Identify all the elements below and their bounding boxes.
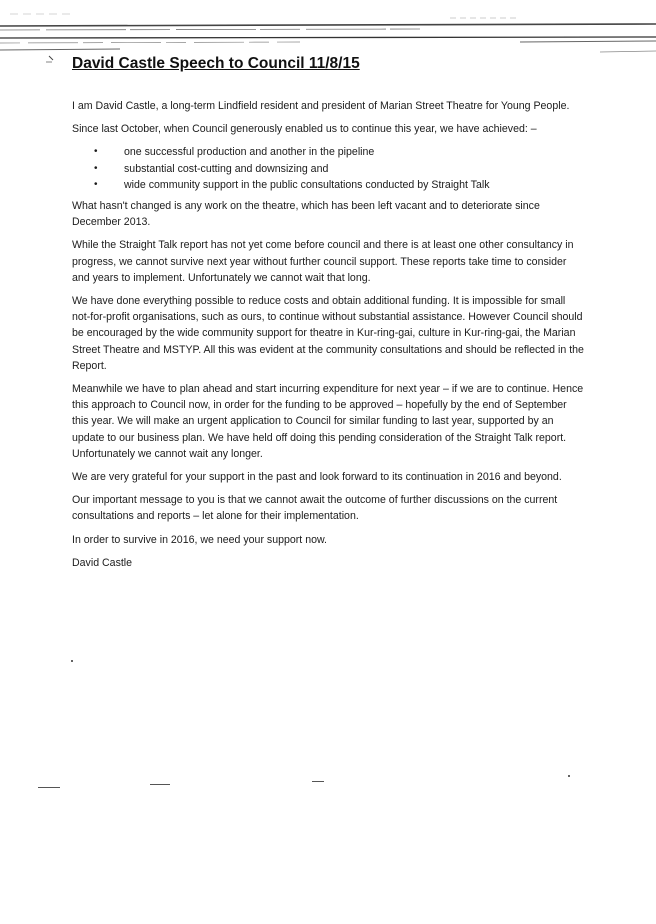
list-item: • one successful production and another in the pipeline <box>72 144 584 160</box>
paragraph-important-message: Our important message to you is that we cannot await the outcome of further discussions on the current consultations and reports – let alone for their implementation. <box>72 494 558 523</box>
achievements-list <box>72 144 584 193</box>
paragraph-achievements: Since last October, when Council generously enabled us to continue this year, we have achieved: – <box>72 123 537 136</box>
document-title: David Castle Speech to Council 11/8/15 <box>72 55 360 72</box>
paragraph-grateful: We are very grateful for your support in the past and look forward to its continuation in 2016 and beyond. <box>72 471 562 484</box>
scan-artifact-dash <box>150 784 170 785</box>
scan-speck <box>71 660 73 662</box>
paragraph-straight-talk: While the Straight Talk report has not yet come before council and there is at least one other consultancy in progress, we cannot survive next year without further council support. These reports take time to consider and years to implement. Unfortunately we cannot wait that long. <box>72 239 574 284</box>
paragraph-reduce-costs: We have done everything possible to reduce costs and obtain additional funding. It is impossible for small not-for-profit organisations, such as ours, to continue without substantial assistance. However Council should be encouraged by the wide community support for theatre in Kur-ring-gai, culture in Kur-ring-gai, the Marian Street Theatre and MSTYP. All this was evident at the community consultations and should be reflected in the Report. <box>72 295 584 372</box>
signature: David Castle <box>72 556 133 569</box>
scan-speck <box>568 775 570 777</box>
bullet-icon: • <box>94 146 98 158</box>
list-item: • wide community support in the public consultations conducted by Straight Talk <box>72 177 584 193</box>
paragraph-theatre-vacant: What hasn't changed is any work on the theatre, which has been left vacant and to deteriorate since December 2013. <box>72 200 540 229</box>
paragraph-survive: In order to survive in 2016, we need your support now. <box>72 533 327 546</box>
bullet-icon: • <box>94 178 98 190</box>
document-body <box>72 98 584 578</box>
list-item: • substantial cost-cutting and downsizing and <box>72 161 584 177</box>
paragraph-intro: I am David Castle, a long-term Lindfield resident and president of Marian Street Theatre for Young People. <box>72 100 570 112</box>
scan-artifact-dash <box>38 787 60 788</box>
bullet-icon: • <box>94 162 98 174</box>
paragraph-plan-ahead: Meanwhile we have to plan ahead and start incurring expenditure for next year – if we are to continue. Hence this approach to Council now, in order for the funding to be approved – hopefully by the end of September this year. We will make an urgent application to Council for similar funding to last year, supported by an update to our business plan. We have held off doing this pending consideration of the Straight Talk report. Unfortunately we cannot wait any longer. <box>72 383 584 460</box>
scan-artifact-dash <box>312 781 324 782</box>
